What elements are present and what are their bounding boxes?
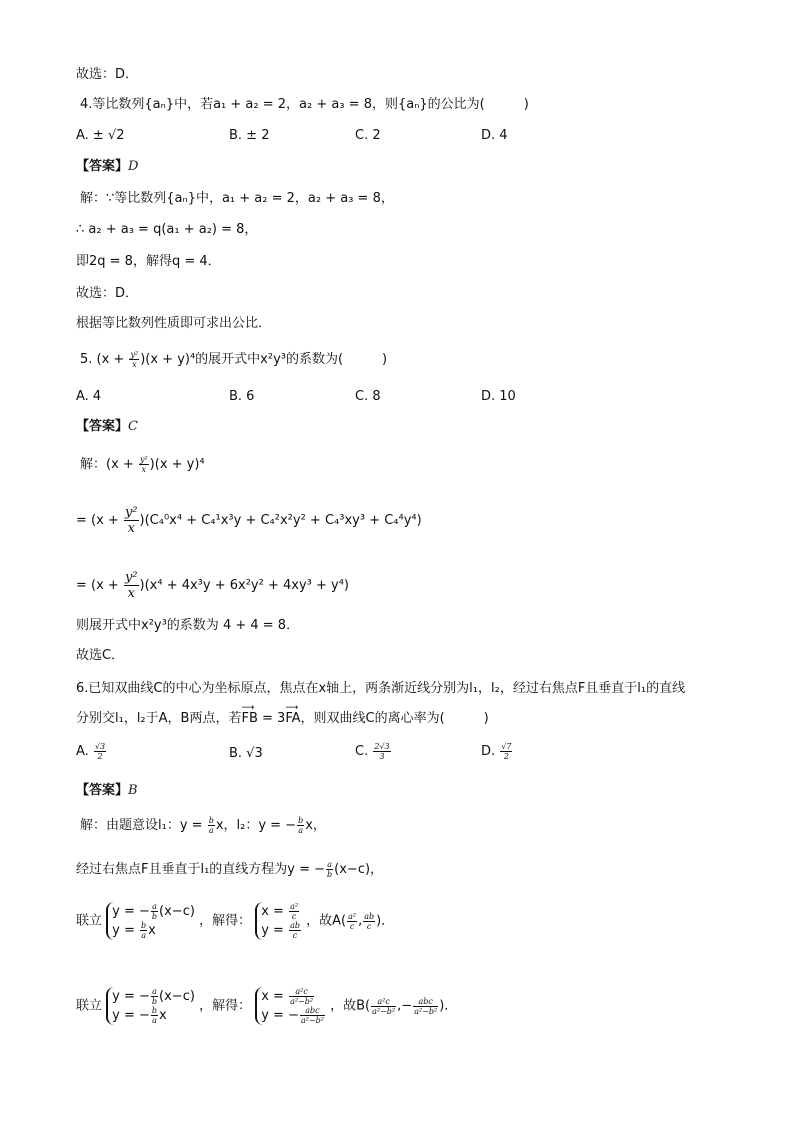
question-4-stem: 4.等比数列{aₙ}中，若a₁ + a₂ = 2，a₂ + a₃ = 8，则{aₙ}的公比为( ) — [80, 97, 529, 112]
fraction-y2-over-x-large: $\frac{\text{y²}}{x}$ — [124, 570, 138, 601]
q6-solution-1: 解：由题意设l₁：y = $\frac{b}{a}$ x，l₂：y = − $\frac{b}{a}$ x， — [80, 816, 326, 835]
question-5-stem: 5. (x + $\frac{\text{y²}}{x}$ )(x + y)⁴的展开式中x²y³的系数为( ) — [80, 350, 388, 369]
q4-answer — [76, 158, 138, 176]
q6-option-d: D. $\frac{√7}{2}$ — [481, 742, 512, 761]
answer-letter: D — [128, 159, 139, 174]
q5-solution-4: 则展开式中x²y³的系数为 4 + 4 = 8． — [76, 618, 300, 633]
equation-system: y = − $\frac{a}{b}$ (x−c) y = $\frac{b}{a}$ x — [106, 902, 195, 940]
q5-option-c: C. 8 — [355, 389, 381, 404]
fraction-y2-over-x-large: $\frac{\text{y²}}{x}$ — [124, 505, 138, 536]
q4-solution-5: 根据等比数列性质即可求出公比． — [76, 316, 272, 331]
q6-answer: 【答案】B — [76, 783, 138, 798]
solution-system: x = $\frac{\text{a²}}{c}$ y = $\frac{ab}{c}$ — [255, 902, 302, 940]
q6-system-1: 联立 y = − $\frac{a}{b}$ (x−c) y = $\frac{b}{a}$ x ，解得： x = $\frac{\text{a²}}{c}$ y = $\frac{ab}{c}$ ，故A( $\frac{\text{a²}}{c}$ , $\frac{ab}{c}$ )． — [76, 902, 395, 940]
question-6-stem-1: 6.已知双曲线C的中心为坐标原点，焦点在x轴上，两条渐近线分别为l₁，l₂，经过右焦点F且垂直于l₁的直线 — [76, 681, 686, 696]
q4-solution-4: 故选：D． — [76, 286, 139, 301]
vector-fa: ⟶ FA — [285, 710, 300, 728]
q4-option-d: D. 4 — [481, 128, 508, 143]
q5-option-a: A. 4 — [76, 389, 102, 404]
q4-option-a: A. ± √2 — [76, 128, 125, 143]
q5-answer: 【答案】C — [76, 419, 138, 434]
q4-option-b: B. ± 2 — [229, 128, 270, 143]
q6-option-c: C. $\frac{2√3}{3}$ — [355, 742, 390, 761]
solution-system: x = $\frac{\text{a²c}}{\text{a²−b²}}$ y = − $\frac{\text{abc}}{\text{a²−b²}}$ — [255, 987, 326, 1025]
prev-answer-line: 故选：D． — [76, 67, 139, 82]
equation-system: y = − $\frac{a}{b}$ (x−c) y = − $\frac{b}{a}$ x — [106, 987, 195, 1025]
fraction-y2-over-x: $\frac{\text{y²}}{x}$ — [139, 455, 148, 474]
q5-option-d: D. 10 — [481, 389, 516, 404]
question-6-stem-2: 分别交l₁，l₂于A，B两点，若⟶ FB = 3⟶ FA，则双曲线C的离心率为( ) — [76, 710, 489, 728]
answer-tag: 【答案】 — [76, 159, 129, 174]
vector-fb: ⟶ FB — [241, 710, 257, 728]
q5-option-b: B. 6 — [229, 389, 255, 404]
fraction-y2-over-x: $\frac{\text{y²}}{x}$ — [130, 350, 139, 369]
q5-solution-5: 故选C． — [76, 648, 125, 663]
q4-solution-1: 解：∵等比数列{aₙ}中，a₁ + a₂ = 2，a₂ + a₃ = 8， — [80, 191, 394, 206]
q4-option-c: C. 2 — [355, 128, 381, 143]
q6-option-a: A. $\frac{√3}{2}$ — [76, 742, 106, 761]
q6-system-2: 联立 y = − $\frac{a}{b}$ (x−c) y = − $\frac{b}{a}$ x ，解得： x = $\frac{\text{a²c}}{\text{a²−b²}}$ y = − $\frac{\text{abc}}{\text{a²−b²}}$ ，故B( $\frac{\text{a²c}}{\text{a²−b²}}$ ,− $\frac{\text{abc}}{\text{a²−b²}}$ )． — [76, 987, 458, 1025]
q6-option-b: B. √3 — [229, 746, 263, 761]
q5-solution-3: = (x + $\frac{\text{y²}}{x}$ )(x⁴ + 4x³y + 6x²y² + 4xy³ + y⁴) — [76, 570, 349, 601]
q5-solution-2: = (x + $\frac{\text{y²}}{x}$ )(C₄⁰x⁴ + C₄¹x³y + C₄²x²y² + C₄³xy³ + C₄⁴y⁴) — [76, 505, 422, 536]
q4-solution-3: 即2q = 8，解得q = 4． — [76, 254, 221, 269]
q6-solution-2: 经过右焦点F且垂直于l₁的直线方程为y = − $\frac{a}{b}$ (x−c)， — [76, 860, 384, 879]
q5-solution-1: 解：(x + $\frac{\text{y²}}{x}$ )(x + y)⁴ — [80, 455, 205, 474]
q4-solution-2: ∴ a₂ + a₃ = q(a₁ + a₂) = 8， — [76, 222, 258, 237]
